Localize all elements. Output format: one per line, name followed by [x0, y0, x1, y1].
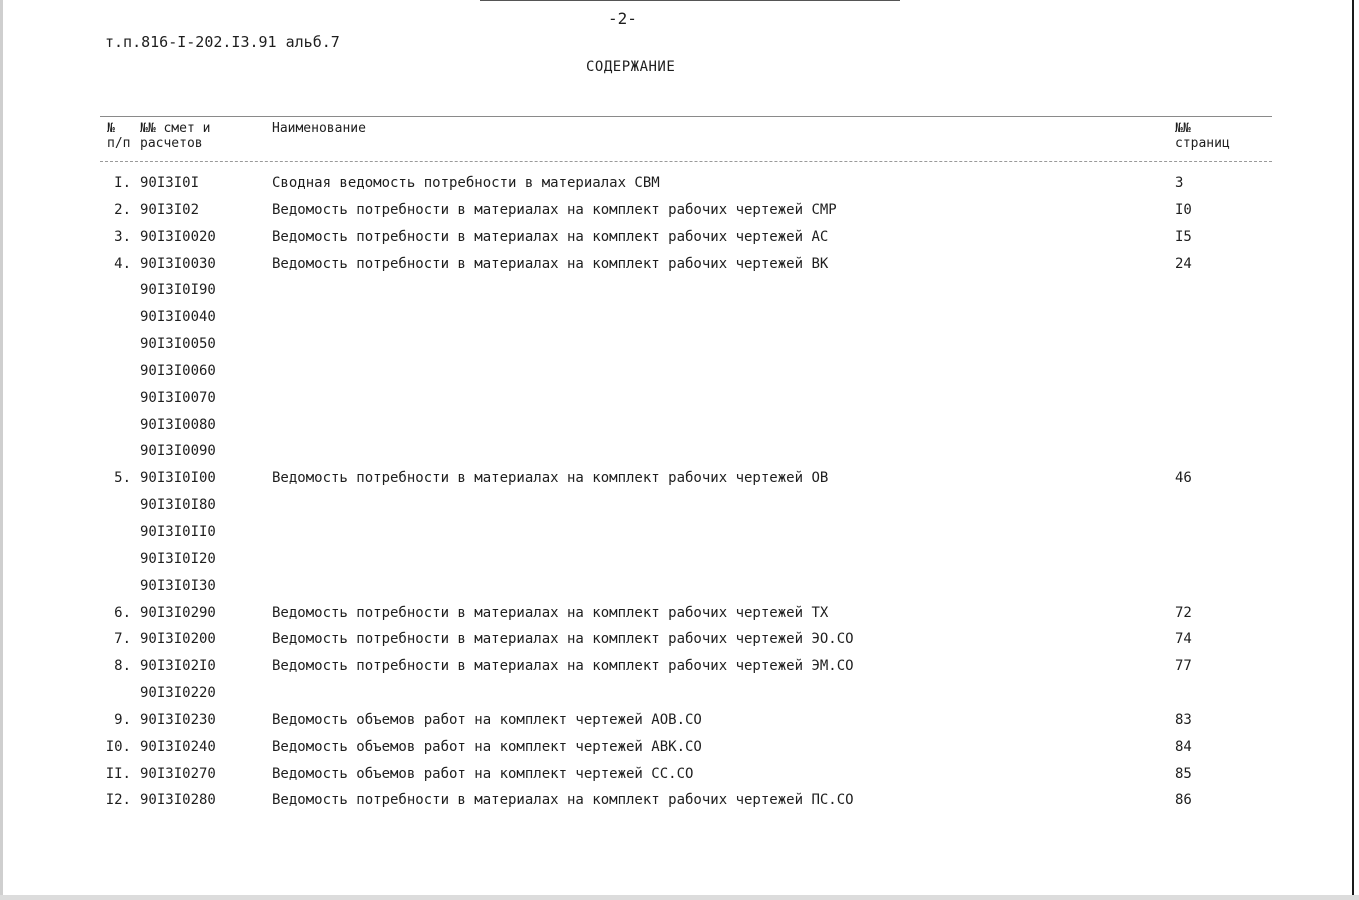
estimate-code: 90I3I0290	[140, 604, 216, 621]
estimate-code: 90I3I0I00	[140, 470, 216, 487]
table-row	[0, 438, 1359, 465]
document-name: Ведомость потребности в материалах на комплект рабочих чертежей ОВ	[272, 470, 829, 487]
column-header-num: № п/п	[107, 121, 131, 151]
estimate-code: 90I3I0240	[140, 738, 216, 755]
page-reference: 24	[1175, 255, 1192, 272]
estimate-code: 90I3I0I30	[140, 577, 216, 594]
table-row	[0, 707, 1359, 734]
table-row	[0, 626, 1359, 653]
row-number: II.	[105, 765, 131, 782]
row-number: 8.	[114, 658, 131, 675]
table-row	[0, 412, 1359, 439]
estimate-code: 90I3I0090	[140, 443, 216, 460]
scan-top-edge	[480, 0, 900, 1]
table-row	[0, 224, 1359, 251]
table-row	[0, 358, 1359, 385]
page-reference: 77	[1175, 658, 1192, 675]
estimate-code: 90I3I0220	[140, 685, 216, 702]
page-reference: 74	[1175, 631, 1192, 648]
page-reference: 83	[1175, 711, 1192, 728]
document-code: т.п.816-I-202.I3.91 альб.7	[105, 33, 340, 51]
contents-table-body	[0, 170, 1359, 814]
estimate-code: 90I3I0I	[140, 175, 200, 191]
column-header-code: №№ смет и расчетов	[140, 121, 211, 151]
estimate-code: 90I3I0080	[140, 416, 216, 433]
document-name: Ведомость потребности в материалах на комплект рабочих чертежей СМР	[272, 201, 837, 218]
row-number: I0.	[105, 738, 131, 755]
column-header-pages: №№ страниц	[1175, 121, 1230, 151]
row-number: 5.	[114, 470, 131, 487]
estimate-code: 90I3I02I0	[140, 658, 216, 675]
table-row	[0, 653, 1359, 680]
estimate-code: 90I3I0030	[140, 255, 216, 272]
table-row	[0, 304, 1359, 331]
table-row	[0, 197, 1359, 224]
table-row	[0, 385, 1359, 412]
page-reference: 85	[1175, 765, 1192, 782]
document-name: Ведомость объемов работ на комплект чертежей АВК.СО	[272, 738, 702, 755]
scan-bottom-edge	[0, 895, 1359, 900]
row-number: 7.	[114, 631, 131, 648]
row-number: 4.	[114, 255, 131, 272]
estimate-code: 90I3I0050	[140, 336, 216, 353]
table-top-rule	[100, 116, 1272, 117]
table-row	[0, 331, 1359, 358]
row-number: I.	[114, 175, 131, 191]
page-reference: 84	[1175, 738, 1192, 755]
row-number: 9.	[114, 711, 131, 728]
document-name: Ведомость объемов работ на комплект чертежей АОВ.СО	[272, 711, 702, 728]
document-name: Сводная ведомость потребности в материалах СВМ	[272, 175, 660, 191]
estimate-code: 90I3I0230	[140, 711, 216, 728]
estimate-code: 90I3I0I80	[140, 497, 216, 514]
table-row	[0, 546, 1359, 573]
document-name: Ведомость объемов работ на комплект чертежей СС.СО	[272, 765, 694, 782]
estimate-code: 90I3I0I20	[140, 550, 216, 567]
page-reference: 72	[1175, 604, 1192, 621]
estimate-code: 90I3I0280	[140, 792, 216, 809]
page-reference: 46	[1175, 470, 1192, 487]
table-row	[0, 519, 1359, 546]
table-row	[0, 277, 1359, 304]
estimate-code: 90I3I02	[140, 201, 200, 218]
document-name: Ведомость потребности в материалах на комплект рабочих чертежей ТХ	[272, 604, 829, 621]
table-row	[0, 492, 1359, 519]
table-row	[0, 465, 1359, 492]
estimate-code: 90I3I0II0	[140, 523, 216, 540]
document-name: Ведомость потребности в материалах на комплект рабочих чертежей АС	[272, 228, 829, 245]
document-name: Ведомость потребности в материалах на комплект рабочих чертежей ВК	[272, 255, 829, 272]
table-row	[0, 787, 1359, 814]
estimate-code: 90I3I0070	[140, 389, 216, 406]
table-row	[0, 251, 1359, 278]
estimate-code: 90I3I0020	[140, 228, 216, 245]
estimate-code: 90I3I0040	[140, 309, 216, 326]
table-row	[0, 170, 1359, 197]
page-number: -2-	[608, 9, 637, 28]
table-header-rule	[100, 161, 1272, 162]
estimate-code: 90I3I0200	[140, 631, 216, 648]
table-row	[0, 680, 1359, 707]
row-number: 3.	[114, 228, 131, 245]
row-number: 6.	[114, 604, 131, 621]
row-number: 2.	[114, 201, 131, 218]
estimate-code: 90I3I0060	[140, 362, 216, 379]
document-name: Ведомость потребности в материалах на комплект рабочих чертежей ЭО.СО	[272, 631, 854, 648]
page-reference: 86	[1175, 792, 1192, 809]
table-row	[0, 761, 1359, 788]
row-number: I2.	[105, 792, 131, 809]
table-row	[0, 573, 1359, 600]
page-title: СОДЕРЖАНИЕ	[586, 59, 676, 75]
page-reference: I0	[1175, 201, 1192, 218]
table-row	[0, 734, 1359, 761]
column-header-name: Наименование	[272, 121, 366, 136]
page-reference: I5	[1175, 228, 1192, 245]
document-name: Ведомость потребности в материалах на комплект рабочих чертежей ПС.СО	[272, 792, 854, 809]
estimate-code: 90I3I0I90	[140, 282, 216, 299]
page-reference: 3	[1175, 175, 1184, 191]
estimate-code: 90I3I0270	[140, 765, 216, 782]
document-name: Ведомость потребности в материалах на комплект рабочих чертежей ЭМ.СО	[272, 658, 854, 675]
table-row	[0, 600, 1359, 627]
